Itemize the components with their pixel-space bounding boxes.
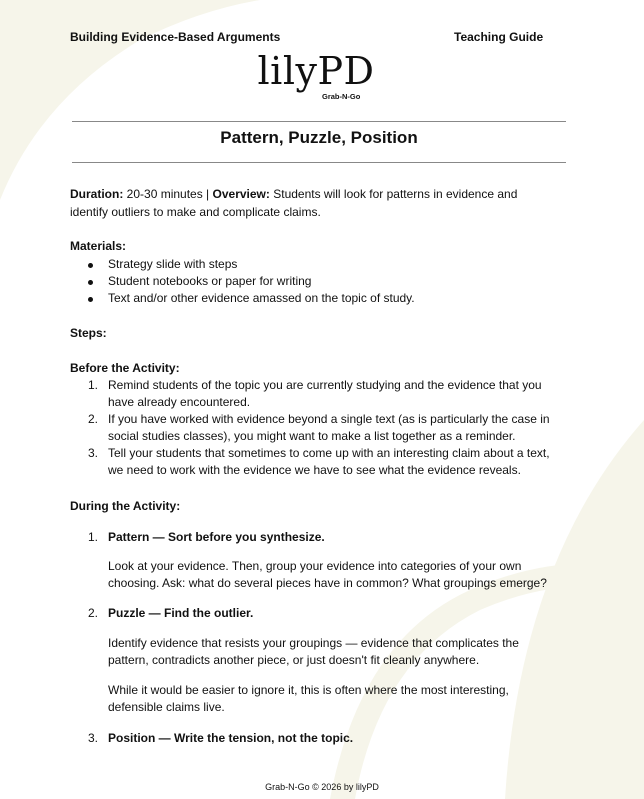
list-item: [88, 377, 570, 411]
step-title: Pattern — Sort before you synthesize.: [108, 530, 325, 544]
list-item: [88, 411, 570, 445]
materials-item: Strategy slide with steps: [108, 257, 238, 271]
header-guide-type: Teaching Guide: [454, 30, 544, 44]
logo-wordmark: lilyPD: [257, 49, 375, 93]
item-text-line: If you have worked with evidence beyond a single text (as is particularly the case in: [108, 412, 550, 426]
step-title: Position — Write the tension, not the topic.: [108, 731, 354, 745]
overview-text: Students will look for patterns in evidence and: [273, 187, 518, 201]
step-pattern-title: [88, 529, 325, 546]
item-text-line: Remind students of the topic you are currently studying and the evidence that you: [108, 378, 542, 392]
step-puzzle-title: [88, 605, 253, 622]
list-item: [88, 273, 568, 290]
lilypd-logo: [246, 49, 386, 101]
materials-item: Text and/or other evidence amassed on the topic of study.: [108, 291, 415, 305]
paragraph-line: choosing. Ask: what do several pieces have in common? What groupings emerge?: [108, 576, 547, 590]
duration-value: 20-30 minutes |: [126, 187, 210, 201]
list-item: [88, 256, 568, 273]
bullet-icon: [88, 263, 93, 268]
paragraph-line: While it would be easier to ignore it, this is often where the most interesting,: [108, 683, 509, 697]
materials-list: [88, 256, 568, 307]
list-item: [88, 445, 570, 479]
step-number: 3.: [88, 731, 99, 745]
step-position-title: [88, 730, 353, 747]
intro-line-1: [70, 186, 570, 203]
item-text-line: have already encountered.: [108, 395, 251, 409]
list-item: [88, 290, 568, 307]
paragraph-line: Look at your evidence. Then, group your evidence into categories of your own: [108, 559, 522, 573]
during-activity-heading: During the Activity:: [70, 499, 181, 513]
step-puzzle-note: [108, 682, 568, 716]
title-rule-top: [72, 121, 566, 122]
before-activity-heading: Before the Activity:: [70, 361, 180, 375]
materials-heading: Materials:: [70, 239, 127, 253]
header-subject: Building Evidence-Based Arguments: [70, 30, 281, 44]
step-number: 2.: [88, 606, 99, 620]
intro-line-2: identify outliers to make and complicate claims.: [70, 205, 321, 219]
step-title: Puzzle — Find the outlier.: [108, 606, 254, 620]
step-number: 1.: [88, 530, 99, 544]
step-pattern-description: [108, 558, 568, 592]
step-puzzle-description: [108, 635, 568, 669]
paragraph-line: Identify evidence that resists your groupings — evidence that complicates the: [108, 636, 519, 650]
item-number: 2.: [88, 412, 99, 426]
paragraph-line: defensible claims live.: [108, 700, 225, 714]
page-title: Pattern, Puzzle, Position: [220, 128, 418, 147]
item-text-line: we need to work with the evidence we have to see what the evidence reveals.: [108, 463, 521, 477]
logo-subtitle: Grab-N-Go: [322, 92, 361, 101]
item-text-line: Tell your students that sometimes to come up with an interesting claim about a text,: [108, 446, 550, 460]
page-footer: Grab-N-Go © 2026 by lilyPD: [265, 782, 379, 792]
title-rule-bottom: [72, 162, 566, 163]
bullet-icon: [88, 280, 93, 285]
item-number: 1.: [88, 378, 99, 392]
before-activity-list: [88, 377, 570, 479]
item-number: 3.: [88, 446, 99, 460]
bullet-icon: [88, 297, 93, 302]
paragraph-line: pattern, contradicts another piece, or just doesn't fit cleanly anywhere.: [108, 653, 480, 667]
overview-label: Overview:: [212, 187, 270, 201]
materials-item: Student notebooks or paper for writing: [108, 274, 312, 288]
duration-label: Duration:: [70, 187, 124, 201]
item-text-line: social studies classes), you might want to make a list together as a reminder.: [108, 429, 516, 443]
steps-heading: Steps:: [70, 326, 107, 340]
